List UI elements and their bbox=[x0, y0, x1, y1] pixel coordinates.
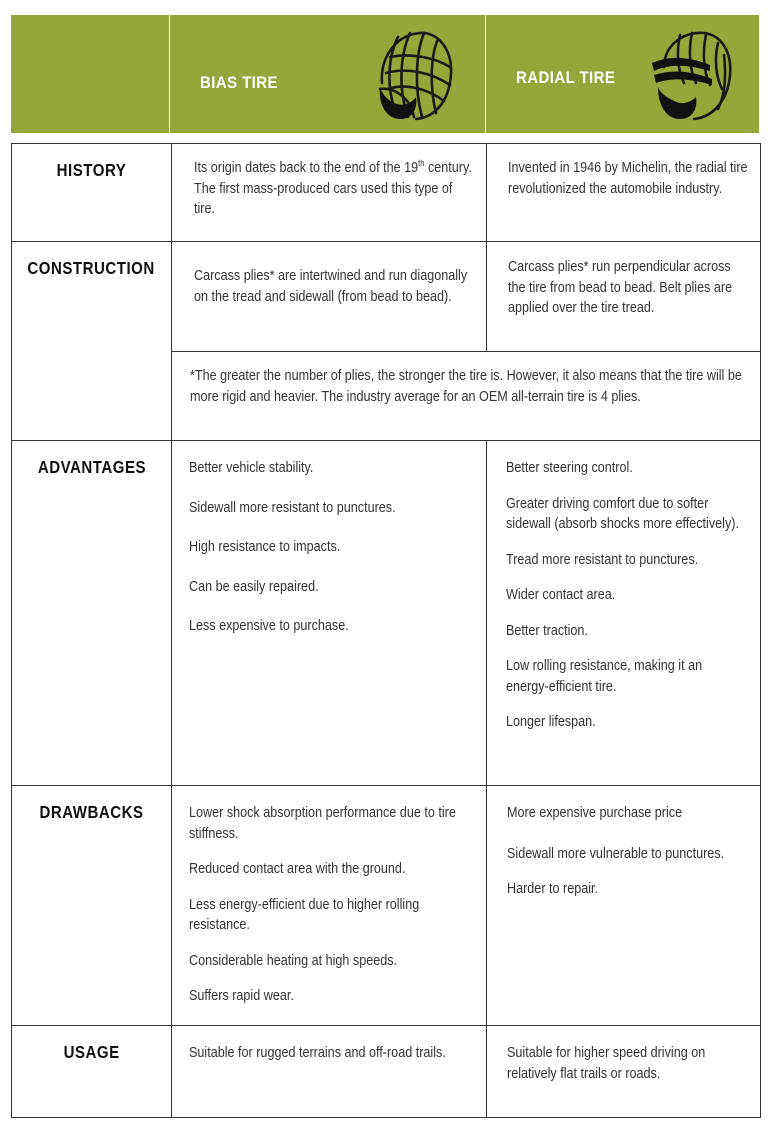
radial-advantages-cell bbox=[487, 441, 761, 786]
row-label-history: HISTORY bbox=[12, 144, 172, 242]
list-item: Greater driving comfort due to softer sidewall (absorb shocks more effectively). bbox=[506, 494, 739, 532]
list-item: Longer lifespan. bbox=[506, 713, 596, 730]
list-item: Better traction. bbox=[506, 621, 588, 639]
header-radial-cell bbox=[486, 15, 759, 133]
bias-advantages-cell bbox=[172, 441, 487, 786]
list-item: Can be easily repaired. bbox=[189, 577, 319, 595]
radial-tire-icon bbox=[650, 27, 734, 123]
bias-construction-cell bbox=[172, 242, 487, 352]
list-item: Better vehicle stability. bbox=[189, 459, 314, 476]
list-item: Reduced contact area with the ground. bbox=[189, 860, 406, 877]
list-item: Suffers rapid wear. bbox=[189, 987, 294, 1004]
plies-footnote-text: *The greater the number of plies, the stronger the tire is. However, it also means that the tire will be more rigid and heavier. The industry average for an OEM all-terrain tire is 4 plies. bbox=[190, 367, 742, 405]
list-item: Less expensive to purchase. bbox=[189, 617, 349, 634]
row-label-usage: USAGE bbox=[12, 1026, 172, 1118]
list-item: Lower shock absorption performance due to tire stiffness. bbox=[189, 804, 456, 842]
table-row bbox=[12, 441, 761, 786]
list-item: Harder to repair. bbox=[507, 880, 599, 897]
row-label-construction: CONSTRUCTION bbox=[12, 242, 172, 441]
bias-history-cell bbox=[172, 144, 487, 242]
list-item: Less energy-efficient due to higher rolling resistance. bbox=[189, 895, 420, 933]
bias-construction-text: Carcass plies* are intertwined and run diagonally on the tread and sidewall (from bead to bead). bbox=[194, 267, 468, 305]
bias-history-text: Its origin dates back to the end of the 19th century. The first mass-produced cars used this type of tire. bbox=[194, 158, 472, 217]
bias-tire-heading: BIAS TIRE bbox=[200, 73, 278, 92]
radial-history-cell bbox=[487, 144, 761, 242]
table-row bbox=[12, 144, 761, 242]
radial-construction-cell bbox=[487, 242, 761, 352]
list-item: Better steering control. bbox=[506, 459, 633, 476]
header-empty-cell bbox=[11, 15, 170, 133]
table-row bbox=[12, 242, 761, 352]
table-row bbox=[12, 786, 761, 1026]
bias-usage-text: Suitable for rugged terrains and off-road trails. bbox=[189, 1044, 446, 1061]
plies-footnote-cell bbox=[172, 352, 761, 441]
list-item: Considerable heating at high speeds. bbox=[189, 951, 398, 969]
bias-tire-icon bbox=[376, 27, 456, 123]
list-item: Sidewall more resistant to punctures. bbox=[189, 498, 396, 516]
row-label-drawbacks: DRAWBACKS bbox=[12, 786, 172, 1026]
list-item: High resistance to impacts. bbox=[189, 538, 341, 555]
table-header-bar bbox=[11, 15, 759, 133]
radial-drawbacks-cell bbox=[487, 786, 761, 1026]
table-row bbox=[12, 1026, 761, 1118]
radial-tire-heading: RADIAL TIRE bbox=[516, 68, 616, 87]
radial-usage-cell bbox=[487, 1026, 761, 1118]
bias-drawbacks-cell bbox=[172, 786, 487, 1026]
tire-comparison-table bbox=[11, 143, 761, 1118]
row-label-advantages: ADVANTAGES bbox=[12, 441, 172, 786]
list-item: Sidewall more vulnerable to punctures. bbox=[507, 844, 725, 862]
bias-usage-cell bbox=[172, 1026, 487, 1118]
list-item: Tread more resistant to punctures. bbox=[506, 550, 699, 568]
header-bias-cell bbox=[170, 15, 486, 133]
list-item: Low rolling resistance, making it an energy-efficient tire. bbox=[506, 657, 703, 695]
radial-history-text: Invented in 1946 by Michelin, the radial tire revolutionized the automobile industry. bbox=[508, 159, 748, 197]
list-item: Wider contact area. bbox=[506, 586, 616, 603]
radial-usage-text: Suitable for higher speed driving on relatively flat trails or roads. bbox=[507, 1044, 706, 1082]
radial-construction-text: Carcass plies* run perpendicular across the tire from bead to bead. Belt plies are applied over the tire tread. bbox=[508, 258, 733, 316]
list-item: More expensive purchase price bbox=[507, 804, 683, 821]
